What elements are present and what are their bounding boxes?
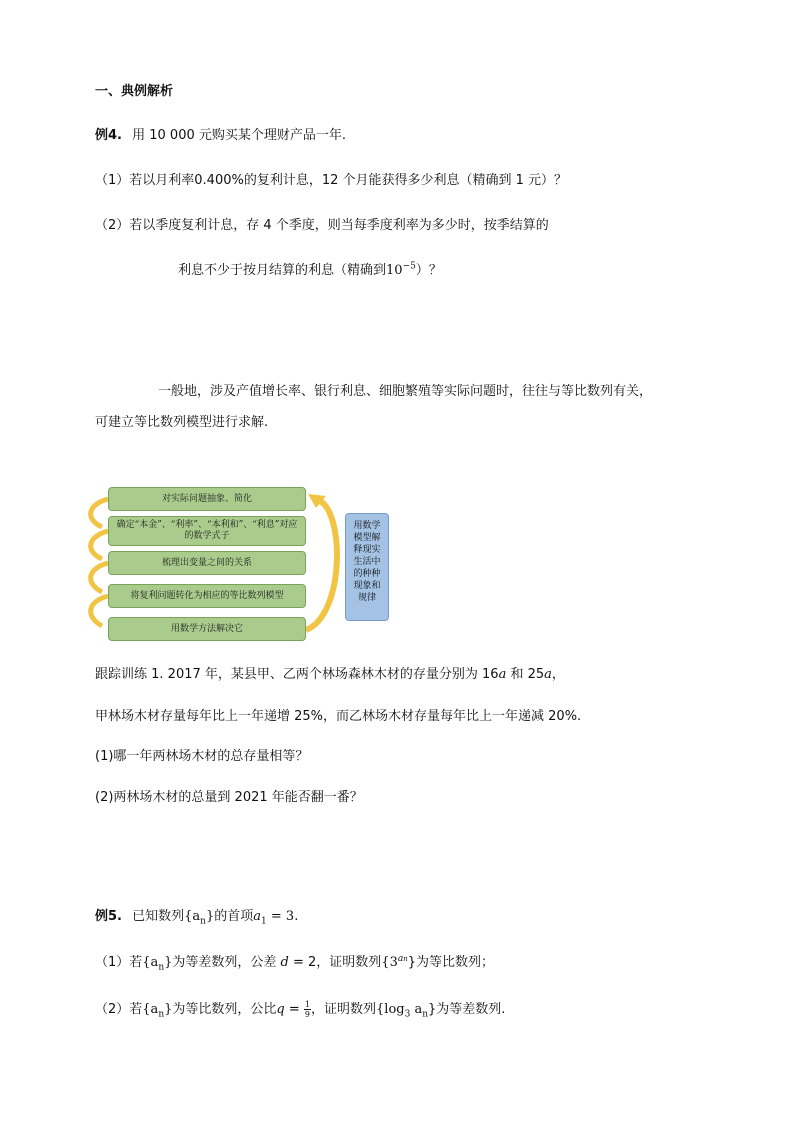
q2-fraction [304, 1000, 311, 1019]
q1-mid: 为等差数列，公差 [172, 955, 281, 970]
note-line-2: 可建立等比数列模型进行求解. [95, 415, 269, 430]
q1-post: }为等比数列； [407, 955, 495, 970]
q1-exp: a [397, 953, 404, 964]
q1-seq-close: } [164, 955, 173, 970]
flow-step-5: 用数学方法解决它 [108, 617, 306, 641]
practice-var-a2: a [544, 667, 552, 682]
q2-log: {log [376, 1002, 405, 1017]
practice-line-2: 甲林场木材存量每年比上一年递增 25%，而乙林场木材存量每年比上一年递减 20%. [95, 709, 582, 724]
q2-seq-close: } [164, 1002, 173, 1017]
q2-line2-post: ）？ [415, 263, 442, 278]
example-5-mid: 的首项 [214, 909, 254, 924]
practice-line1-pre: 跟踪训练 1. 2017 年，某县甲、乙两个林场森林木材的存量分别为 16 [95, 667, 499, 682]
practice-question-1: (1)哪一年两林场木材的总存量相等？ [95, 749, 309, 764]
q2-den: 9 [304, 1010, 310, 1019]
flow-step-3: 梳理出变量之间的关系 [108, 551, 306, 575]
a1-sub: 1 [261, 916, 267, 927]
seq-open: {a [184, 909, 201, 924]
flow-step-2: 确定“本金”、“利率”、“本利和”、“利息”对应的数学式子 [108, 516, 306, 546]
q1-seq-open: {a [142, 955, 159, 970]
flow-step-4: 将复利问题转化为相应的等比数列模型 [108, 584, 306, 608]
q1-exp-sub: n [403, 954, 408, 963]
q2-pre: （2）若 [95, 1002, 143, 1017]
q2-seq-sub: n [158, 1009, 165, 1020]
example-5-seq [184, 909, 215, 927]
q2-q-var: q [276, 1002, 285, 1017]
q2-line2-pre: 利息不少于按月结算的利息（精确到 [178, 263, 387, 278]
flow-step-1: 对实际问题抽象、简化 [108, 487, 306, 511]
example-4-question-2-line-1: （2）若以季度复利计息，存 4 个季度，则当每季度利率为多少时，按季结算的 [95, 218, 549, 233]
q2-post2: }为等差数列. [428, 1002, 506, 1017]
example-5-pre: 已知数列 [132, 909, 185, 924]
example-5-question-2 [95, 998, 505, 1020]
flow-side-note: 用数学模型解释现实生活中的种种现象和规律 [345, 513, 389, 621]
q2-line2-exp: −5 [402, 261, 416, 272]
a1-var: a [253, 909, 262, 924]
q2-eq: = [284, 1002, 304, 1017]
section-title: 一、典例解析 [95, 84, 174, 99]
q1-d-var: d [280, 955, 289, 970]
practice-var-a1: a [498, 667, 507, 682]
q2-mid: 为等比数列，公比 [172, 1002, 277, 1017]
example-4-label: 例4. [95, 128, 122, 143]
q2-seq-open: {a [142, 1002, 159, 1017]
note-line-1: 一般地，涉及产值增长率、银行利息、细胞繁殖等实际问题时，往往与等比数列有关， [158, 384, 653, 399]
practice-line1-post: ， [551, 667, 565, 682]
example-5-question-1 [95, 951, 494, 973]
practice-line-1 [95, 663, 565, 682]
example-5-heading [95, 905, 298, 927]
q2-log-sub: 3 [404, 1009, 411, 1020]
q2-log-arg: a [410, 1002, 423, 1017]
q1-seq-sub: n [158, 962, 165, 973]
seq-close: } [205, 909, 215, 924]
example-4-text: 用 10 000 元购买某个理财产品一年. [132, 128, 347, 143]
q2-line2-base: 10 [386, 263, 403, 278]
a1-val: = 3. [266, 909, 299, 924]
example-4-question-1: （1）若以月利率0.400%的复利计息，12 个月能获得多少利息（精确到 1 元）？ [95, 173, 568, 188]
q1-seq3: {3 [381, 955, 398, 970]
q1-d-val: = 2，证明数列 [288, 955, 382, 970]
practice-line1-mid: 和 25 [506, 667, 545, 682]
q2-post1: ，证明数列 [311, 1002, 377, 1017]
seq-sub: n [200, 916, 206, 927]
practice-question-2: (2)两林场木材的总量到 2021 年能否翻一番？ [95, 790, 363, 805]
q2-num: 1 [304, 1000, 310, 1009]
q1-pre: （1）若 [95, 955, 143, 970]
q2-log-arg-sub: n [422, 1009, 429, 1020]
example-5-label: 例5. [95, 909, 122, 924]
